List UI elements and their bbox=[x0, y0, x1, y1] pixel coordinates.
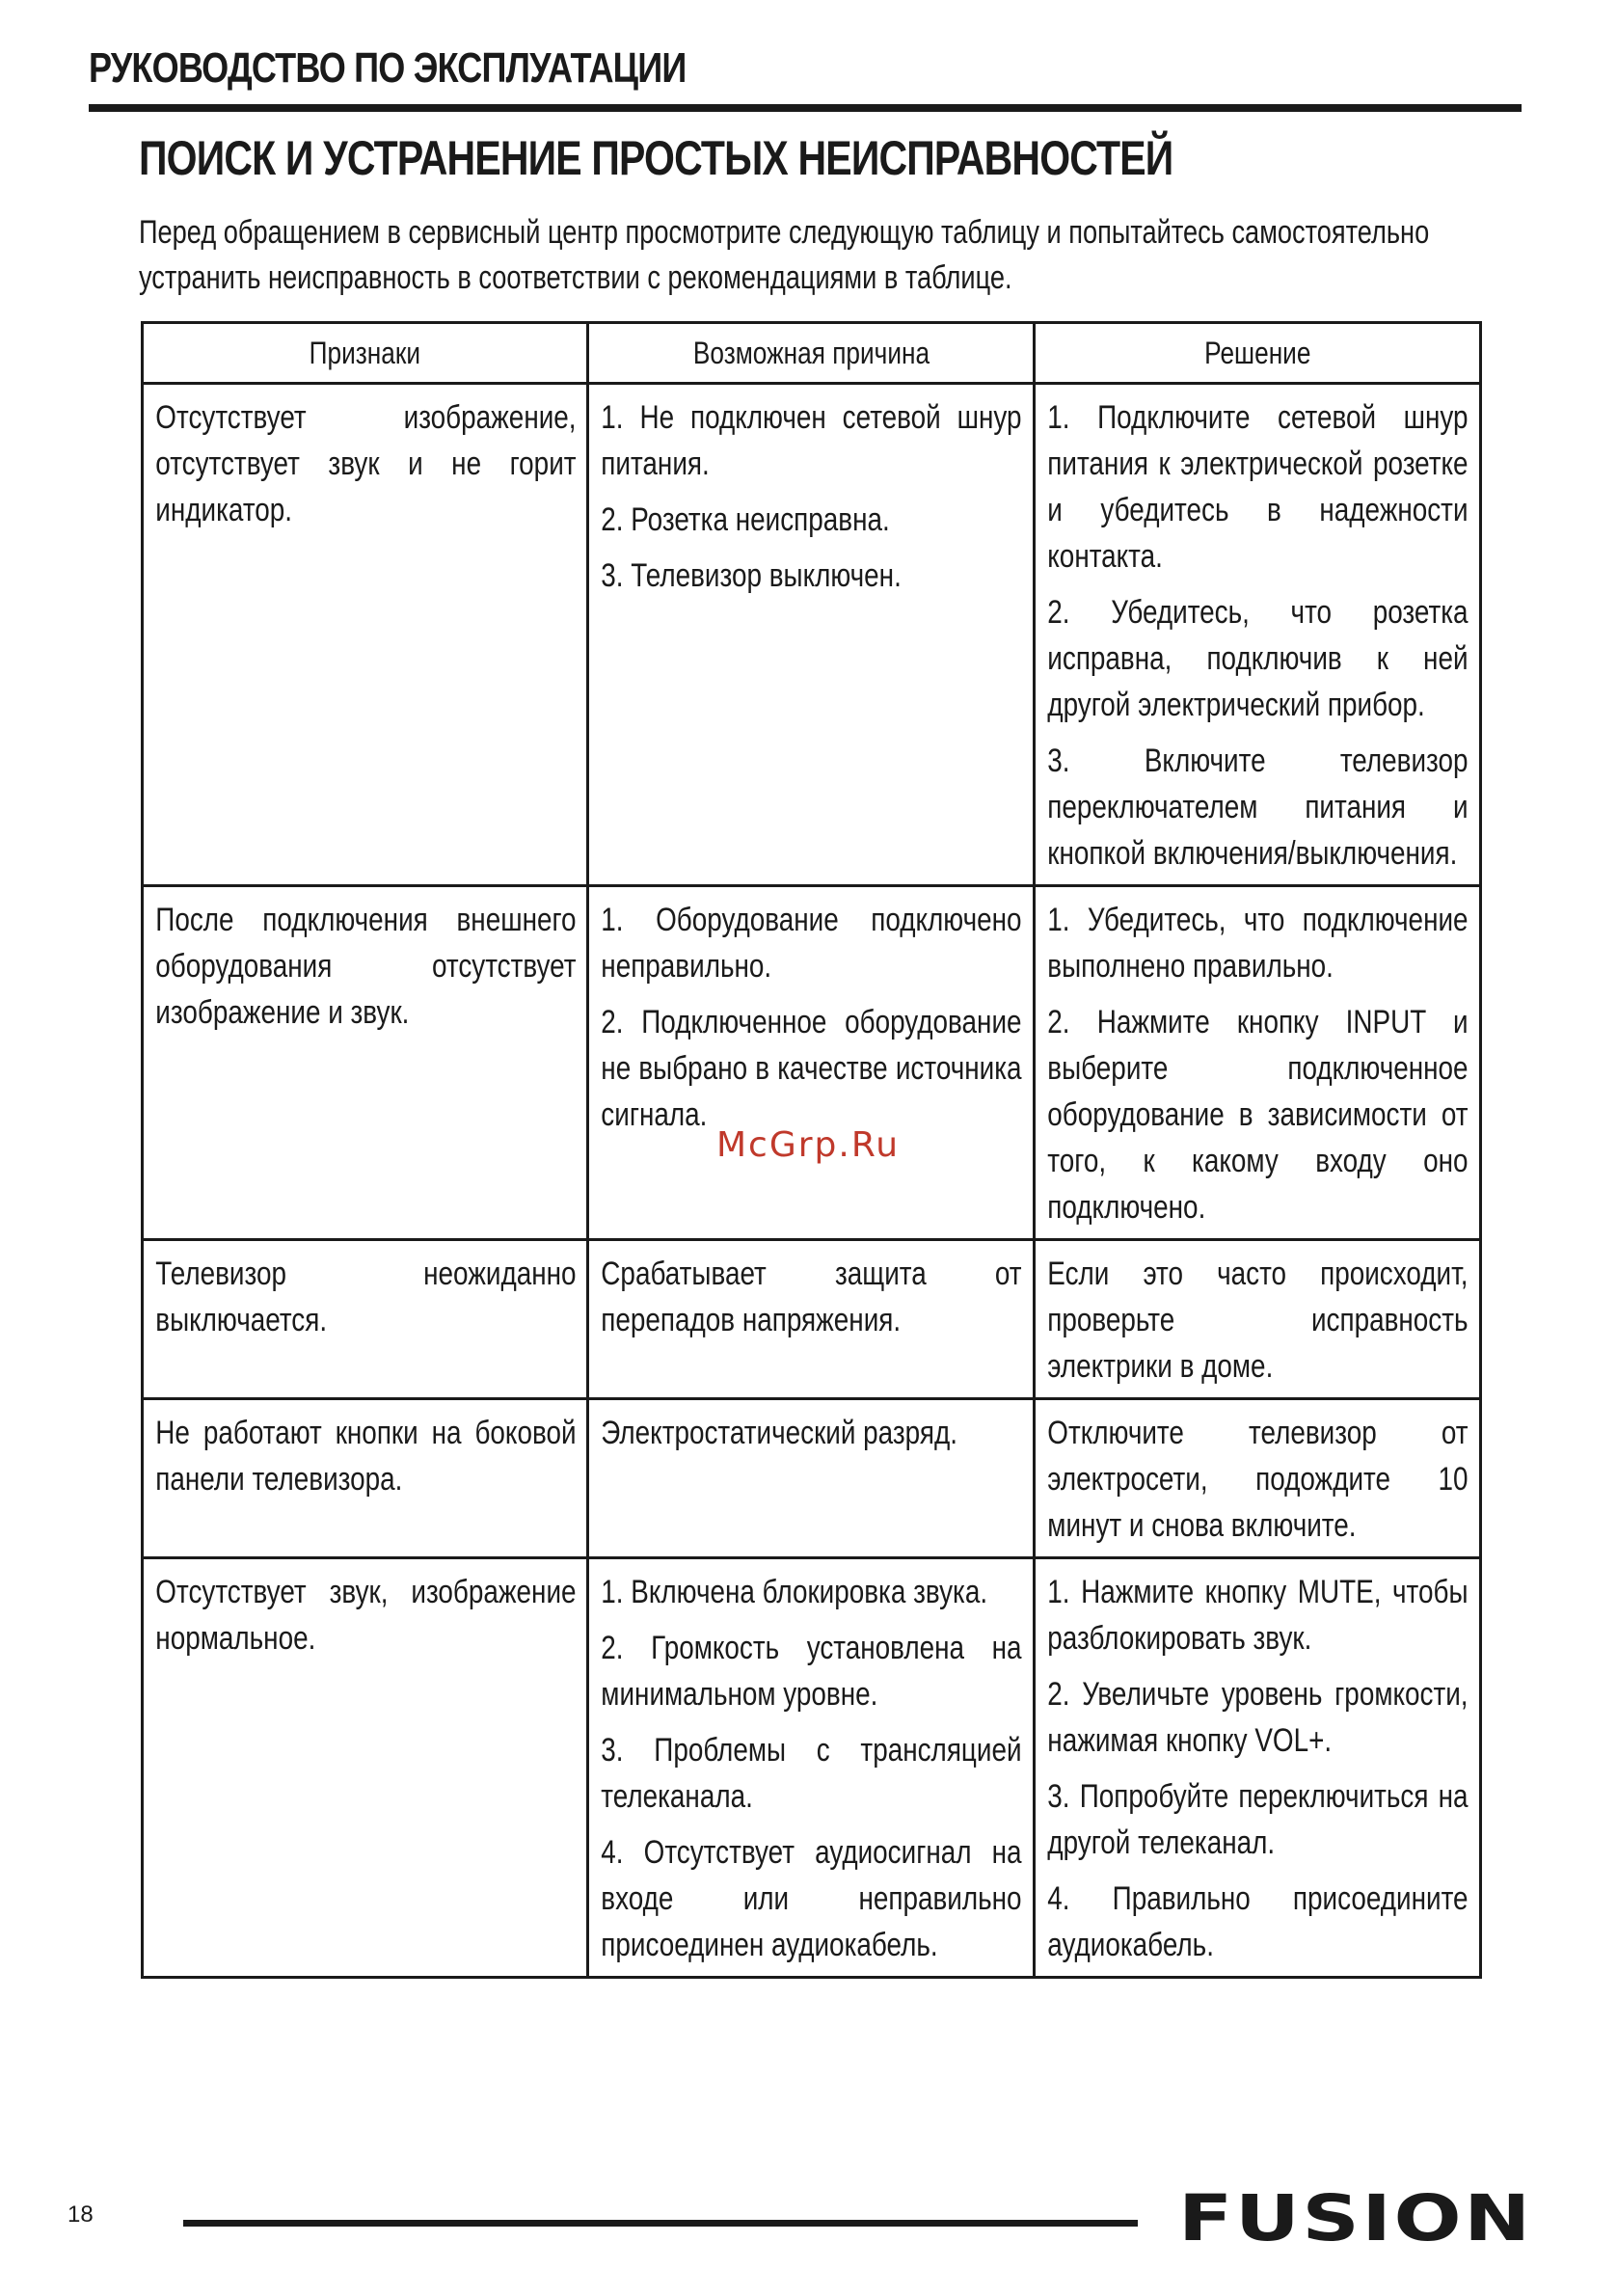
table-row bbox=[143, 1558, 1481, 1978]
table-row bbox=[143, 1399, 1481, 1558]
table-row bbox=[143, 384, 1481, 886]
intro-line-2: устранить неисправность в соответствии с рекомендациями в таблице. bbox=[139, 259, 1012, 296]
solution-cell: 1. Нажмите кнопку MUTE, чтобы разблокировать звук. 2. Увеличьте уровень громкости, нажимая кнопку VOL+. 3. Попробуйте переключиться на другой телеканал. 4. Правильно присоедините аудиокабель. bbox=[1035, 1558, 1481, 1978]
symptom-cell: Телевизор неожиданно выключается. bbox=[143, 1240, 588, 1399]
symptom-cell: Отсутствует изображение, отсутствует звук и не горит индикатор. bbox=[143, 384, 588, 886]
column-header-symptoms: Признаки bbox=[143, 323, 588, 384]
table-header-row bbox=[143, 323, 1481, 384]
symptom-cell: Не работают кнопки на боковой панели телевизора. bbox=[143, 1399, 588, 1558]
solution-cell: Если это часто происходит, проверьте исправность электрики в доме. bbox=[1035, 1240, 1481, 1399]
table-row bbox=[143, 1240, 1481, 1399]
page-number: 18 bbox=[67, 2201, 94, 2228]
cause-cell: 1. Оборудование подключено неправильно. 2. Подключенное оборудование не выбрано в качестве источника сигнала. bbox=[588, 886, 1035, 1240]
column-header-cause: Возможная причина bbox=[588, 323, 1035, 384]
symptom-cell: Отсутствует звук, изображение нормальное. bbox=[143, 1558, 588, 1978]
solution-cell: 1. Подключите сетевой шнур питания к электрической розетке и убедитесь в надежности контакта. 2. Убедитесь, что розетка исправна, подключив к ней другой электрический прибор. 3. Включите телевизор переключателем питания и кнопкой включения/выключения. bbox=[1035, 384, 1481, 886]
cause-cell: Срабатывает защита от перепадов напряжения. bbox=[588, 1240, 1035, 1399]
solution-cell: 1. Убедитесь, что подключение выполнено правильно. 2. Нажмите кнопку INPUT и выберите подключенное оборудование в зависимости от того, к какому входу оно подключено. bbox=[1035, 886, 1481, 1240]
intro-line-1: Перед обращением в сервисный центр просмотрите следующую таблицу и попытайтесь самостоятельно bbox=[139, 214, 1430, 251]
manual-header-title: РУКОВОДСТВО ПО ЭКСПЛУАТАЦИИ bbox=[89, 44, 687, 92]
solution-cell: Отключите телевизор от электросети, подождите 10 минут и снова включите. bbox=[1035, 1399, 1481, 1558]
cause-cell: 1. Не подключен сетевой шнур питания. 2. Розетка неисправна. 3. Телевизор выключен. bbox=[588, 384, 1035, 886]
footer-divider bbox=[183, 2220, 1138, 2227]
intro-paragraph bbox=[139, 210, 1604, 301]
symptom-cell: После подключения внешнего оборудования отсутствует изображение и звук. bbox=[143, 886, 588, 1240]
watermark-text: McGrp.Ru bbox=[716, 1125, 901, 1165]
cause-cell: 1. Включена блокировка звука. 2. Громкость установлена на минимальном уровне. 3. Проблемы с трансляцией телеканала. 4. Отсутствует аудиосигнал на входе или неправильно присоединен аудиокабель. bbox=[588, 1558, 1035, 1978]
header-divider bbox=[89, 104, 1522, 112]
cause-cell: Электростатический разряд. bbox=[588, 1399, 1035, 1558]
section-title: ПОИСК И УСТРАНЕНИЕ ПРОСТЫХ НЕИСПРАВНОСТЕЙ bbox=[139, 131, 1173, 185]
brand-logo: FUSION bbox=[1178, 2181, 1533, 2255]
column-header-solution: Решение bbox=[1035, 323, 1481, 384]
table-row bbox=[143, 886, 1481, 1240]
